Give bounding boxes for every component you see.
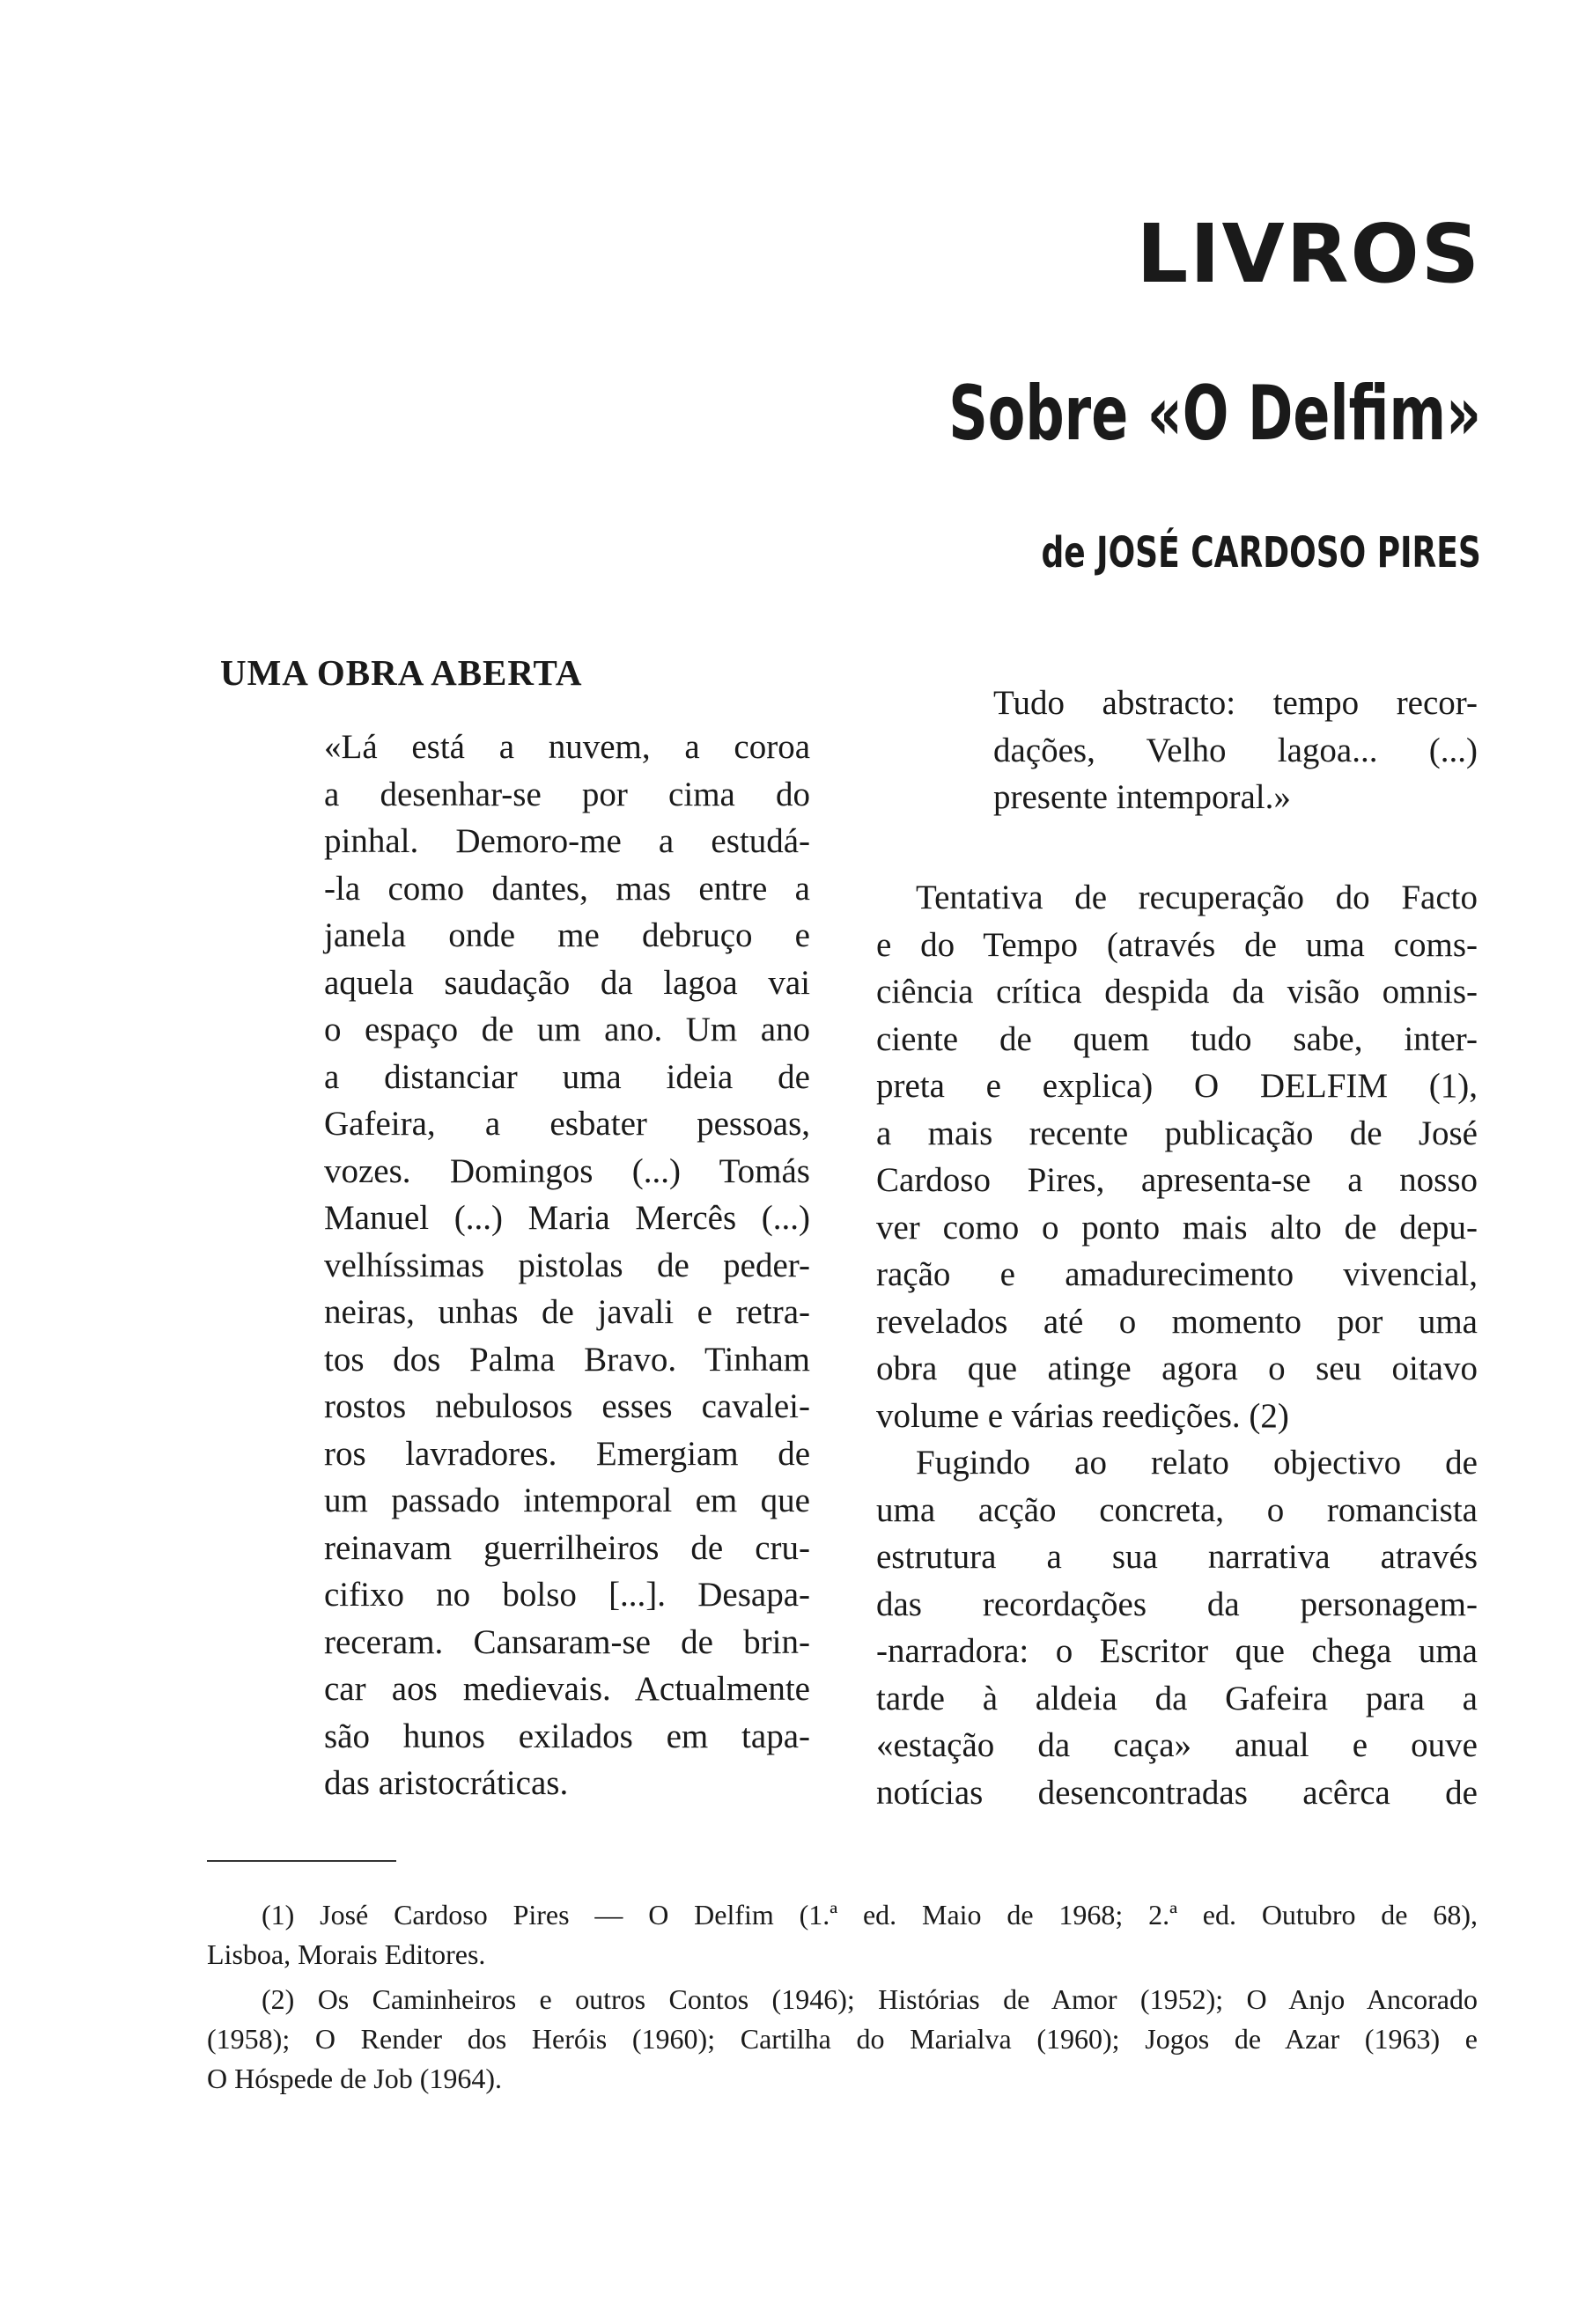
right-column-body — [876, 874, 1478, 1816]
footnote-line: O Hóspede de Job (1964). — [207, 2063, 503, 2094]
text-line: cifixo no bolso [...]. Desapa- — [324, 1576, 810, 1614]
text-line: ver como o ponto mais alto de depu- — [876, 1208, 1478, 1247]
article-title: Sobre «O Delfim» — [948, 370, 1481, 458]
footnote-line: (1) José Cardoso Pires — O Delfim (1.ª ed. Maio de 1968; 2.ª ed. Outubro de 68), — [262, 1899, 1478, 1931]
footnote-line: (2) Os Caminheiros e outros Contos (1946); Histórias de Amor (1952); O Anjo Ancorado — [262, 1983, 1478, 2015]
text-line: Gafeira, a esbater pessoas, — [324, 1105, 810, 1143]
text-line: notícias desencontradas acêrca de — [876, 1773, 1478, 1812]
left-column-heading: UMA OBRA ABERTA — [220, 652, 583, 693]
text-line: car aos medievais. Actualmente — [324, 1670, 810, 1708]
footnote-divider — [207, 1860, 396, 1862]
right-column-quote — [993, 680, 1478, 821]
footnote-line: (1958); O Render dos Heróis (1960); Cartilha do Marialva (1960); Jogos de Azar (1963) e — [207, 2023, 1478, 2055]
text-line: dações, Velho lagoa... (...) — [993, 731, 1478, 769]
text-line: ciente de quem tudo sabe, inter- — [876, 1019, 1478, 1058]
text-line: janela onde me debruço e — [324, 916, 810, 954]
text-line: rostos nebulosos esses cavalei- — [324, 1387, 810, 1425]
text-line: presente intemporal.» — [993, 778, 1291, 816]
text-line: estrutura a sua narrativa através — [876, 1538, 1478, 1576]
text-line: pinhal. Demoro-me a estudá- — [324, 822, 810, 860]
text-line: a distanciar uma ideia de — [324, 1057, 810, 1096]
text-line: vozes. Domingos (...) Tomás — [324, 1151, 810, 1190]
footnote-1 — [207, 1895, 1478, 1975]
footnote-line: Lisboa, Morais Editores. — [207, 1938, 486, 1970]
footnotes — [207, 1895, 1478, 2104]
text-line: receram. Cansaram-se de brin- — [324, 1622, 810, 1661]
text-line: aquela saudação da lagoa vai — [324, 963, 810, 1002]
text-line: a desenhar-se por cima do — [324, 775, 810, 813]
text-line: volume e várias reedições. (2) — [876, 1396, 1289, 1435]
text-line: -narradora: o Escritor que chega uma — [876, 1632, 1478, 1670]
text-line: um passado intemporal em que — [324, 1482, 810, 1519]
text-line: o espaço de um ano. Um ano — [324, 1011, 810, 1048]
text-line: tarde à aldeia da Gafeira para a — [876, 1679, 1478, 1717]
byline: de JOSÉ CARDOSO PIRES — [1041, 528, 1481, 577]
text-line: são hunos exilados em tapa- — [324, 1717, 810, 1755]
text-line: reinavam guerrilheiros de cru- — [324, 1528, 810, 1567]
text-line: Tentativa de recuperação do Facto — [916, 879, 1478, 916]
text-line: das recordações da personagem- — [876, 1585, 1478, 1623]
text-line: Fugindo ao relato objectivo de — [916, 1444, 1478, 1482]
text-line: Cardoso Pires, apresenta-se a nosso — [876, 1161, 1478, 1199]
text-line: ciência crítica despida da visão omnis- — [876, 973, 1478, 1011]
text-line: «estação da caça» anual e ouve — [876, 1726, 1478, 1764]
left-column-quote — [324, 724, 810, 1807]
text-line: preta e explica) O DELFIM (1), — [876, 1067, 1478, 1105]
text-line: ração e amadurecimento vivencial, — [876, 1255, 1478, 1293]
text-line: neiras, unhas de javali e retra- — [324, 1293, 810, 1331]
text-line: e do Tempo (através de uma coms- — [876, 925, 1478, 964]
text-line: velhíssimas pistolas de peder- — [324, 1246, 810, 1284]
text-line: «Lá está a nuvem, a coroa — [324, 728, 810, 766]
text-line: uma acção concreta, o romancista — [876, 1490, 1478, 1529]
text-line: obra que atinge agora o seu oitavo — [876, 1350, 1478, 1387]
text-line: Manuel (...) Maria Mercês (...) — [324, 1199, 810, 1237]
text-line: revelados até o momento por uma — [876, 1302, 1478, 1341]
text-line: tos dos Palma Bravo. Tinham — [324, 1340, 810, 1379]
text-line: das aristocráticas. — [324, 1764, 569, 1802]
section-title: LIVROS — [1136, 207, 1481, 301]
text-line: a mais recente publicação de José — [876, 1114, 1478, 1152]
text-line: ros lavradores. Emergiam de — [324, 1434, 810, 1473]
text-line: Tudo abstracto: tempo recor- — [993, 684, 1478, 722]
footnote-2 — [207, 1980, 1478, 2099]
text-line: -la como dantes, mas entre a — [324, 869, 810, 908]
